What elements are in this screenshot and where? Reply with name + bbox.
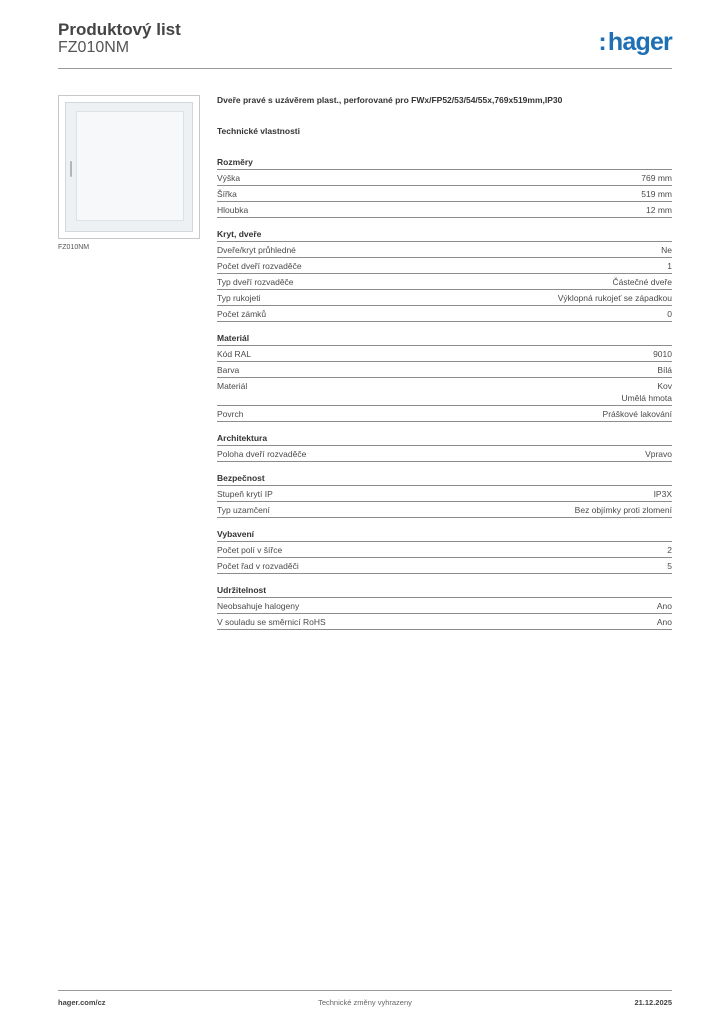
property-label: Typ rukojeti <box>217 293 261 303</box>
property-value <box>641 172 672 184</box>
property-row <box>217 274 672 290</box>
property-value-line: 9010 <box>653 349 672 359</box>
property-value-line: Vpravo <box>645 449 672 459</box>
logo-text: hager <box>607 28 672 56</box>
group-title: Bezpečnost <box>217 472 672 486</box>
property-value <box>645 448 672 460</box>
property-row <box>217 170 672 186</box>
property-label: Povrch <box>217 409 244 419</box>
property-value <box>661 244 672 256</box>
property-group <box>217 584 672 630</box>
property-value-line: Práškové lakování <box>602 409 672 419</box>
property-row <box>217 614 672 630</box>
property-label: Materiál <box>217 381 248 391</box>
property-row <box>217 186 672 202</box>
property-label: Typ uzamčení <box>217 505 270 515</box>
property-group <box>217 228 672 322</box>
property-label: Hloubka <box>217 205 249 215</box>
property-value <box>667 560 672 572</box>
property-row <box>217 202 672 218</box>
group-title: Vybavení <box>217 528 672 542</box>
property-label: Kód RAL <box>217 349 252 359</box>
property-value-line: 0 <box>667 309 672 319</box>
property-group <box>217 432 672 462</box>
property-value <box>641 188 672 200</box>
property-value-line: Bez objímky proti zlomení <box>574 505 672 515</box>
property-value-line: 12 mm <box>646 205 672 215</box>
image-caption: FZ010NM <box>58 244 90 251</box>
property-row <box>217 378 672 406</box>
property-row <box>217 290 672 306</box>
property-row <box>217 306 672 322</box>
property-value-line: 519 mm <box>641 189 672 199</box>
group-title: Architektura <box>217 432 672 446</box>
door-panel-illustration <box>65 102 193 232</box>
page-title: Produktový list <box>58 20 181 39</box>
property-value <box>667 544 672 556</box>
property-row <box>217 446 672 462</box>
property-value-line: Umělá hmota <box>621 393 672 403</box>
hager-logo <box>598 28 672 57</box>
property-value <box>621 380 672 404</box>
property-label: Barva <box>217 365 240 375</box>
property-row <box>217 542 672 558</box>
property-row <box>217 258 672 274</box>
door-perforated-area <box>76 111 184 221</box>
product-code: FZ010NM <box>58 39 130 56</box>
footer-divider <box>58 990 672 991</box>
group-title: Rozměry <box>217 156 672 170</box>
footer-website: hager.com/cz <box>58 998 106 1007</box>
group-title: Udržitelnost <box>217 584 672 598</box>
property-row <box>217 486 672 502</box>
property-row <box>217 406 672 422</box>
property-label: Počet zámků <box>217 309 267 319</box>
property-value-line: Ano <box>656 617 672 627</box>
property-label: Počet řad v rozvaděči <box>217 561 299 571</box>
property-value-line: Kov <box>657 381 672 391</box>
section-heading: Technické vlastnosti <box>217 126 300 136</box>
property-value-line: 5 <box>667 561 672 571</box>
property-label: Počet polí v šířce <box>217 545 283 555</box>
property-value-line: Ano <box>656 601 672 611</box>
property-label: Typ dveří rozvaděče <box>217 277 294 287</box>
property-value <box>603 408 672 420</box>
property-value <box>667 308 672 320</box>
property-value-line: Ne <box>661 245 672 255</box>
property-label: Poloha dveří rozvaděče <box>217 449 307 459</box>
property-value <box>558 292 672 304</box>
property-group <box>217 528 672 574</box>
property-value <box>653 348 672 360</box>
property-label: Výška <box>217 173 241 183</box>
property-value <box>612 276 672 288</box>
property-group <box>217 156 672 218</box>
group-title: Materiál <box>217 332 672 346</box>
page-header <box>58 20 672 70</box>
property-value-line: 2 <box>667 545 672 555</box>
property-value-line: 1 <box>667 261 672 271</box>
property-value <box>667 260 672 272</box>
logo-dots-icon: : <box>598 28 606 56</box>
property-value-line: IP3X <box>653 489 672 499</box>
property-value-line: 769 mm <box>641 173 672 183</box>
property-label: Šířka <box>217 189 237 199</box>
property-row <box>217 558 672 574</box>
property-value <box>646 204 672 216</box>
property-value-line: Bílá <box>657 365 672 375</box>
property-row <box>217 598 672 614</box>
property-row <box>217 502 672 518</box>
property-value <box>657 600 672 612</box>
property-group <box>217 332 672 422</box>
property-row <box>217 362 672 378</box>
property-value <box>575 504 672 516</box>
footer-note: Technické změny vyhrazeny <box>318 998 412 1007</box>
footer-date: 21.12.2025 <box>634 998 672 1007</box>
property-label: Stupeň krytí IP <box>217 489 273 499</box>
property-label: Neobsahuje halogeny <box>217 601 300 611</box>
property-value <box>654 488 672 500</box>
property-label: V souladu se směrnicí RoHS <box>217 617 326 627</box>
product-details <box>217 95 672 640</box>
property-groups <box>217 156 672 630</box>
property-label: Počet dveří rozvaděče <box>217 261 302 271</box>
property-value-line: Částečné dveře <box>612 277 672 287</box>
property-value-line: Výklopná rukojeť se západkou <box>557 293 672 303</box>
property-value <box>657 364 672 376</box>
page-footer <box>58 998 672 1012</box>
property-row <box>217 242 672 258</box>
door-handle-icon <box>70 161 72 177</box>
header-divider <box>58 68 672 69</box>
property-row <box>217 346 672 362</box>
property-value <box>657 616 672 628</box>
property-group <box>217 472 672 518</box>
product-description: Dveře pravé s uzávěrem plast., perforované pro FWx/FP52/53/54/55x,769x519mm,IP30 <box>217 95 563 105</box>
property-label: Dveře/kryt průhledné <box>217 245 296 255</box>
product-image <box>58 95 200 239</box>
group-title: Kryt, dveře <box>217 228 672 242</box>
